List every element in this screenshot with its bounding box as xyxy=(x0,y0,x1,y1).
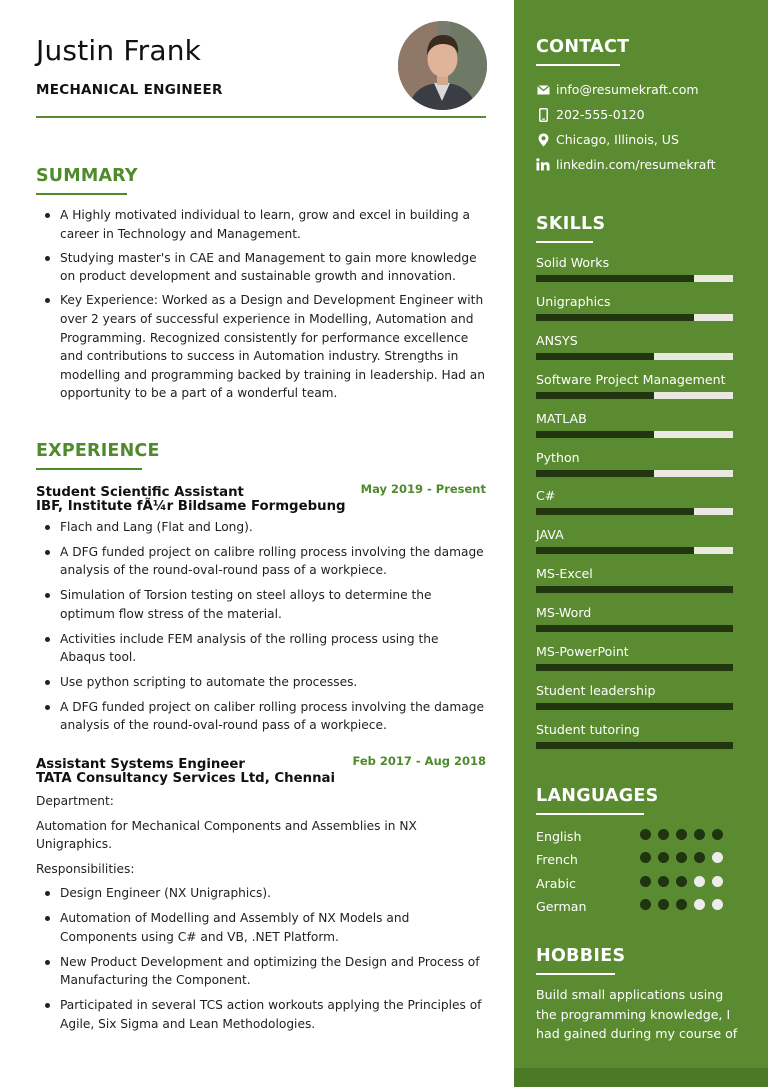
rating-dot-filled xyxy=(640,829,651,840)
job-header xyxy=(36,753,486,771)
language-rating xyxy=(640,876,730,887)
summary-item: A Highly motivated individual to learn, grow and excel in building a career in Technology and Management. xyxy=(36,206,488,243)
rating-dot-filled xyxy=(694,852,705,863)
job-bullet: Participated in several TCS action workouts applying the Principles of Agile, Six Sigma and Lean Methodologies. xyxy=(36,996,486,1033)
skill-name: MS-Word xyxy=(536,605,592,621)
skill-item xyxy=(536,644,733,671)
job-bullet: New Product Development and optimizing the Design and Process of Manufacturing the Component. xyxy=(36,953,486,990)
skill-item xyxy=(536,566,733,593)
job-role: Assistant Systems Engineer xyxy=(36,757,245,772)
job-role: Student Scientific Assistant xyxy=(36,485,244,500)
language-name: French xyxy=(536,852,578,868)
job-bullet: Flach and Lang (Flat and Long). xyxy=(36,518,486,537)
skill-bar-fill xyxy=(536,508,694,515)
skill-item xyxy=(536,294,733,321)
language-rating xyxy=(640,899,730,910)
job-bullet: Automation of Modelling and Assembly of NX Models and Components using C# and VB, .NET Platform. xyxy=(36,909,486,946)
rating-dot-filled xyxy=(640,852,651,863)
contact-phone[interactable] xyxy=(536,107,645,122)
profile-photo-image xyxy=(398,21,487,110)
rating-dot-empty xyxy=(712,852,723,863)
job-header xyxy=(36,481,486,499)
rating-dot-filled xyxy=(658,829,669,840)
job-bullet: A DFG funded project on calibre rolling process involving the damage analysis of the round-oval-round pass of a workpiece. xyxy=(36,543,486,580)
skill-bar xyxy=(536,275,733,282)
skill-name: Student tutoring xyxy=(536,721,640,737)
job-bullet: Simulation of Torsion testing on steel alloys to determine the optimum flow stress of the material. xyxy=(36,586,486,623)
skill-bar-fill xyxy=(536,353,654,360)
language-item xyxy=(536,873,733,891)
skill-name: JAVA xyxy=(536,527,564,543)
rating-dot-filled xyxy=(712,829,723,840)
skill-bar xyxy=(536,625,733,632)
skill-item xyxy=(536,527,733,554)
job-date: Feb 2017 - Aug 2018 xyxy=(352,754,486,768)
hobbies-heading: HOBBIES xyxy=(536,946,626,966)
linkedin-icon xyxy=(536,158,550,172)
skill-bar-fill xyxy=(536,431,654,438)
skill-bar xyxy=(536,431,733,438)
skill-name: Unigraphics xyxy=(536,293,611,309)
summary-heading-rule xyxy=(36,193,127,195)
profile-photo xyxy=(398,21,487,110)
skill-name: ANSYS xyxy=(536,332,578,348)
job-company: TATA Consultancy Services Ltd, Chennai xyxy=(36,771,336,786)
rating-dot-filled xyxy=(658,852,669,863)
skill-bar xyxy=(536,586,733,593)
languages-heading: LANGUAGES xyxy=(536,786,659,806)
skill-bar xyxy=(536,703,733,710)
skill-bar xyxy=(536,547,733,554)
skill-name: Student leadership xyxy=(536,682,656,698)
languages-heading-rule xyxy=(536,813,644,815)
rating-dot-filled xyxy=(640,899,651,910)
sidebar-bottom-edge xyxy=(514,1068,768,1087)
rating-dot-filled xyxy=(658,899,669,910)
skill-item xyxy=(536,411,733,438)
skill-bar-fill xyxy=(536,664,733,671)
skill-bar xyxy=(536,508,733,515)
skill-bar-fill xyxy=(536,703,733,710)
summary-list xyxy=(36,206,488,408)
language-rating xyxy=(640,852,730,863)
job-bullet: Use python scripting to automate the processes. xyxy=(36,673,486,692)
hobbies-heading-rule xyxy=(536,973,615,975)
skill-bar-fill xyxy=(536,586,733,593)
rating-dot-filled xyxy=(694,829,705,840)
skill-item xyxy=(536,372,733,399)
department-label: Department: xyxy=(36,794,114,808)
main-column xyxy=(36,0,486,1087)
email-icon xyxy=(536,83,550,97)
skill-bar-fill xyxy=(536,547,694,554)
language-name: Arabic xyxy=(536,875,576,891)
responsibilities-label: Responsibilities: xyxy=(36,861,135,876)
phone-icon xyxy=(536,108,550,122)
skill-name: Python xyxy=(536,449,580,465)
sidebar xyxy=(514,0,768,1087)
language-rating xyxy=(640,829,730,840)
job-bullet: Activities include FEM analysis of the rolling process using the Abaqus tool. xyxy=(36,630,486,667)
rating-dot-empty xyxy=(694,899,705,910)
job-bullets xyxy=(36,884,486,1033)
rating-dot-filled xyxy=(658,876,669,887)
skill-item xyxy=(536,722,733,749)
language-item xyxy=(536,849,733,867)
rating-dot-empty xyxy=(712,899,723,910)
skill-bar-fill xyxy=(536,625,733,632)
skill-name: MS-Excel xyxy=(536,566,593,582)
location-pin-icon xyxy=(536,133,550,147)
contact-linkedin[interactable] xyxy=(536,157,716,172)
skill-item xyxy=(536,488,733,515)
rating-dot-filled xyxy=(676,852,687,863)
skills-heading-rule xyxy=(536,241,593,243)
skill-bar xyxy=(536,314,733,321)
experience-heading: EXPERIENCE xyxy=(36,441,160,461)
job-entry-2 xyxy=(36,753,486,1039)
department-text: Automation for Mechanical Components and Assemblies in NX Unigraphics. xyxy=(36,818,417,852)
skill-bar-fill xyxy=(536,742,733,749)
contact-heading: CONTACT xyxy=(536,37,630,57)
skill-name: MATLAB xyxy=(536,410,587,426)
job-bullet: Design Engineer (NX Unigraphics). xyxy=(36,884,486,903)
skill-item xyxy=(536,683,733,710)
experience-heading-rule xyxy=(36,468,142,470)
language-item xyxy=(536,826,733,844)
skill-bar xyxy=(536,353,733,360)
rating-dot-filled xyxy=(676,899,687,910)
rating-dot-empty xyxy=(712,876,723,887)
job-company: IBF, Institute fÃ¼r Bildsame Formgebung xyxy=(36,499,346,514)
language-name: German xyxy=(536,898,587,914)
skill-item xyxy=(536,450,733,477)
rating-dot-filled xyxy=(676,876,687,887)
candidate-title: MECHANICAL ENGINEER xyxy=(36,82,223,98)
skill-item xyxy=(536,605,733,632)
header-divider xyxy=(36,116,486,118)
contact-location-text: Chicago, Illinois, US xyxy=(556,132,679,147)
skill-item xyxy=(536,333,733,360)
rating-dot-empty xyxy=(694,876,705,887)
rating-dot-filled xyxy=(640,876,651,887)
contact-linkedin-text: linkedin.com/resumekraft xyxy=(556,157,716,172)
summary-item: Key Experience: Worked as a Design and Development Engineer with over 2 years of successful experience in Modelling, Automation and Programming. Recognized consistently for performance excellence and contributions to success in Automation industry. Strengths in modelling and programming backed by training in leadership. Had an opportunity to be a part of a wonderful team. xyxy=(36,291,488,403)
rating-dot-filled xyxy=(676,829,687,840)
summary-item: Studying master's in CAE and Management to gain more knowledge on product development and sustainable growth and innovation. xyxy=(36,249,488,286)
skill-bar xyxy=(536,392,733,399)
contact-location xyxy=(536,132,679,147)
skill-bar xyxy=(536,470,733,477)
skills-heading: SKILLS xyxy=(536,214,606,234)
skill-item xyxy=(536,255,733,282)
job-bullets xyxy=(36,518,486,735)
skill-name: MS-PowerPoint xyxy=(536,644,629,659)
contact-heading-rule xyxy=(536,64,620,66)
skill-bar-fill xyxy=(536,392,654,399)
contact-email[interactable] xyxy=(536,82,699,97)
skill-bar-fill xyxy=(536,314,694,321)
contact-email-text: info@resumekraft.com xyxy=(556,82,699,97)
candidate-name: Justin Frank xyxy=(36,34,202,67)
skill-name: Solid Works xyxy=(536,255,610,270)
summary-heading: SUMMARY xyxy=(36,166,138,186)
skill-bar xyxy=(536,664,733,671)
language-item xyxy=(536,896,733,914)
skill-bar-fill xyxy=(536,470,654,477)
skill-name: Software Project Management xyxy=(536,371,726,387)
hobbies-text: Build small applications using the programming knowledge, I had gained during my course of xyxy=(536,987,738,1041)
language-name: English xyxy=(536,829,582,844)
job-entry-1 xyxy=(36,481,486,741)
job-bullet: A DFG funded project on caliber rolling process involving the damage analysis of the round-oval-round pass of a workpiece. xyxy=(36,698,486,735)
skill-bar-fill xyxy=(536,275,694,282)
contact-phone-text: 202-555-0120 xyxy=(556,107,645,122)
skill-name: C# xyxy=(536,488,556,504)
job-date: May 2019 - Present xyxy=(360,482,486,496)
skill-bar xyxy=(536,742,733,749)
